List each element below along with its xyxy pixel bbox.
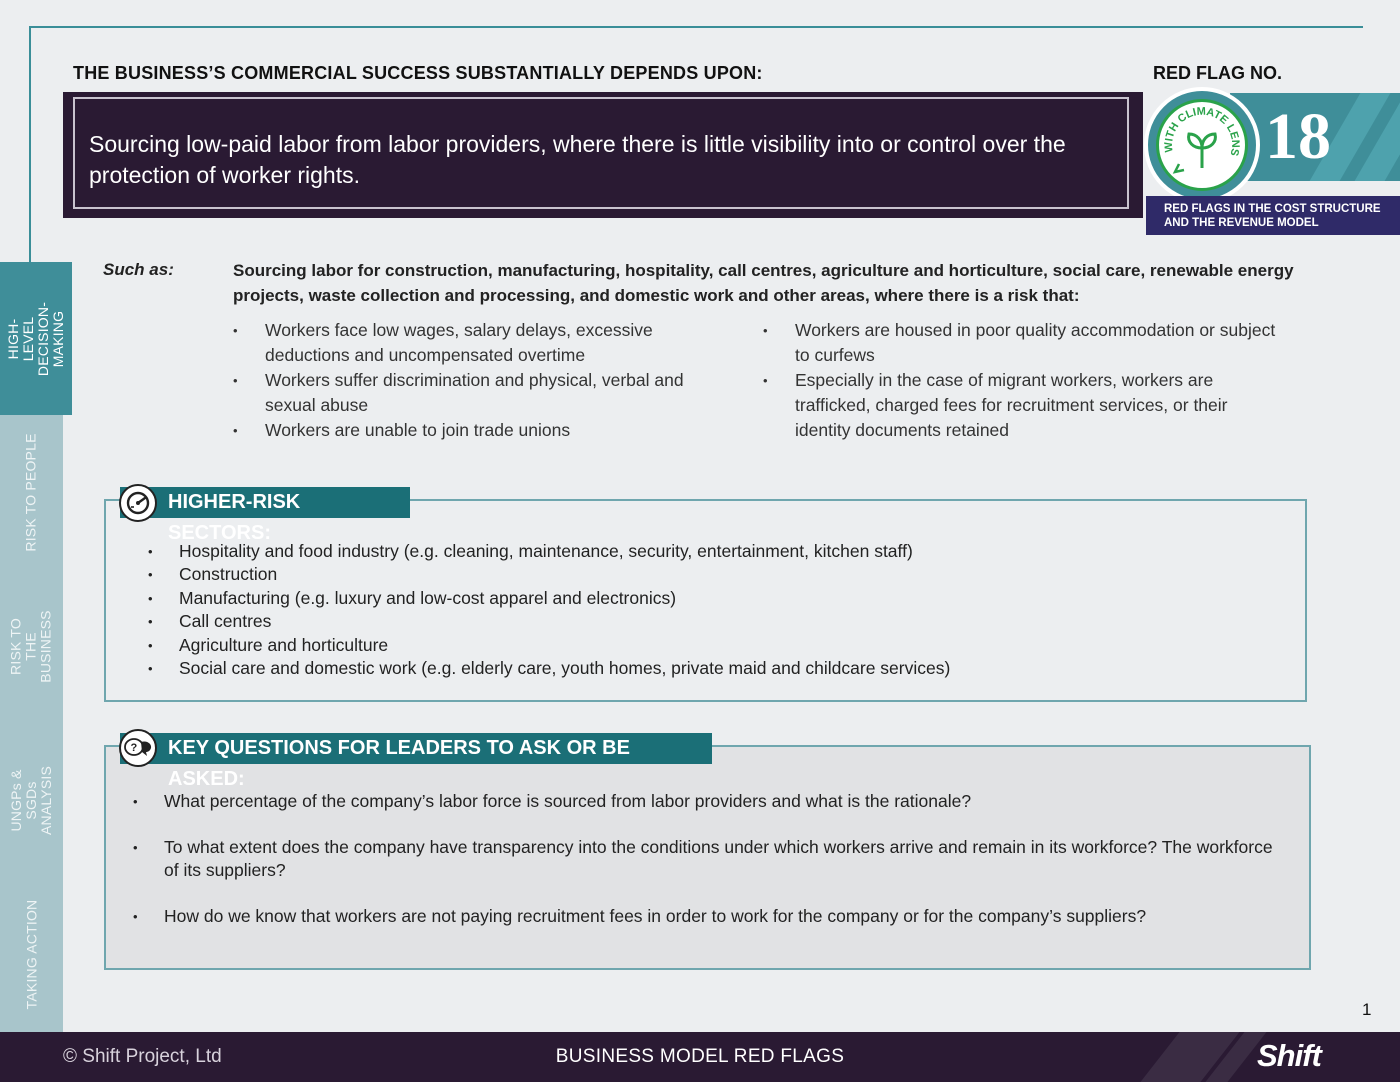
list-item: • How do we know that workers are not paying recruitment fees in order to work for the company or for the company’s suppliers?: [133, 905, 1273, 928]
list-item: • Workers face low wages, salary delays, excessive deductions and uncompensated overtime: [233, 318, 733, 368]
speech-bubbles-icon: [119, 729, 157, 767]
footer-title: BUSINESS MODEL RED FLAGS: [555, 1046, 845, 1067]
list-item: • Workers are unable to join trade unions: [233, 418, 733, 443]
side-tab-risk-to-the-business[interactable]: [0, 569, 63, 723]
climate-lens-inner: [1156, 99, 1248, 191]
page-frame-left-rule: [29, 26, 31, 262]
list-item: • Agriculture and horticulture: [148, 634, 950, 657]
key-questions-heading: KEY QUESTIONS FOR LEADERS TO ASK OR BE ASKED:: [120, 733, 712, 764]
list-item: • What percentage of the company’s labor force is sourced from labor providers and what is the rationale?: [133, 790, 1273, 813]
sprout-icon: [1159, 102, 1245, 188]
such-as-intro: Sourcing labor for construction, manufacturing, hospitality, call centres, agriculture and horticulture, social care, renewable energy projects, waste collection and processing, and domestic work and other areas, where there is a risk that:: [233, 261, 1294, 305]
risk-list-right: [763, 318, 1283, 443]
side-tab-label: RISK TO PEOPLE: [23, 432, 39, 552]
such-as-label: Such as:: [103, 260, 174, 279]
side-tab-risk-to-people[interactable]: [0, 415, 63, 569]
list-item: • Call centres: [148, 610, 950, 633]
page-number: 1: [1362, 1000, 1372, 1019]
list-item: • Hospitality and food industry (e.g. cleaning, maintenance, security, entertainment, kitchen staff): [148, 540, 950, 563]
footer-copyright: © Shift Project, Ltd: [63, 1046, 222, 1067]
shift-logo[interactable]: Shift: [1257, 1038, 1321, 1073]
side-tab-ungps-sgds-analysis[interactable]: [0, 723, 63, 877]
depends-title: THE BUSINESS’S COMMERCIAL SUCCESS SUBSTANTIALLY DEPENDS UPON:: [73, 63, 763, 83]
list-item: • Workers are housed in poor quality accommodation or subject to curfews: [763, 318, 1283, 368]
page-frame-top-rule: [29, 26, 1363, 28]
higher-risk-sectors-list: [148, 540, 950, 680]
list-item: • Construction: [148, 563, 950, 586]
footer: [0, 1032, 1400, 1082]
list-item: • Workers suffer discrimination and physical, verbal and sexual abuse: [233, 368, 733, 418]
list-item: • Especially in the case of migrant workers, workers are trafficked, charged fees for recruitment services, or their identity documents retained: [763, 368, 1283, 443]
side-tab-high-level-decision-making[interactable]: [0, 262, 72, 415]
climate-lens-badge: [1144, 87, 1260, 203]
badge-text: WITH CLIMATE LENS: [1162, 105, 1242, 158]
statement-inner-border: [73, 97, 1129, 209]
section-banner: [1146, 196, 1400, 235]
side-tab-label: RISK TO THE BUSINESS: [8, 609, 55, 683]
red-flag-statement: Sourcing low-paid labor from labor providers, where there is little visibility into or control over the protection of worker rights.: [89, 131, 1066, 188]
key-questions-list: [133, 790, 1273, 951]
higher-risk-sectors-heading: HIGHER-RISK SECTORS:: [120, 487, 410, 518]
red-flag-number: 18: [1265, 100, 1331, 173]
list-item: • To what extent does the company have transparency into the conditions under which workers arrive and remain in its workforce? The workforce of its suppliers?: [133, 836, 1273, 882]
gauge-icon: [119, 484, 157, 522]
list-item: • Social care and domestic work (e.g. elderly care, youth homes, private maid and childcare services): [148, 657, 950, 680]
section-banner-text: RED FLAGS IN THE COST STRUCTURE AND THE REVENUE MODEL: [1164, 203, 1381, 229]
side-tab-label: UNGPs & SGDs ANALYSIS: [8, 765, 55, 835]
side-tab-label: HIGH-LEVEL DECISION-MAKING: [5, 301, 67, 376]
svg-text:?: ?: [130, 742, 138, 754]
risk-list-left: [233, 318, 733, 443]
side-tab-label: TAKING ACTION: [23, 899, 39, 1010]
red-flag-label: RED FLAG NO.: [1153, 63, 1282, 83]
red-flag-statement-box: [63, 92, 1143, 218]
list-item: • Manufacturing (e.g. luxury and low-cost apparel and electronics): [148, 587, 950, 610]
side-tab-taking-action[interactable]: [0, 877, 63, 1032]
